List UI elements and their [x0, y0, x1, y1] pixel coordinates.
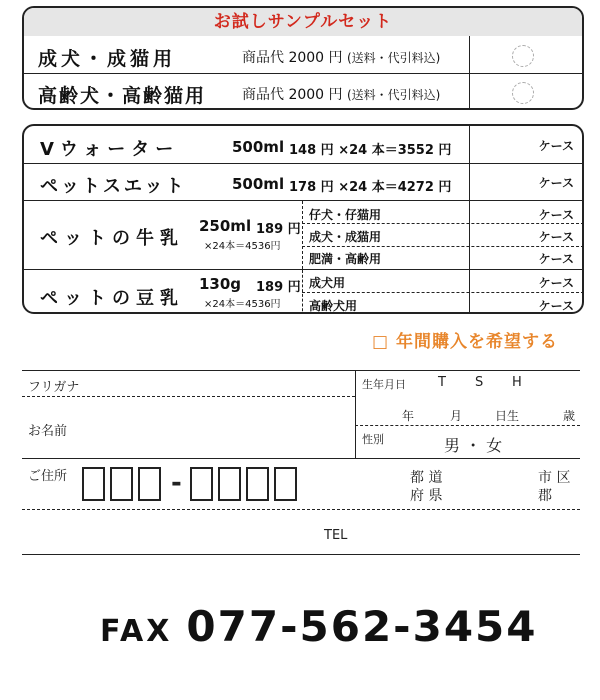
product-order-box	[22, 124, 584, 314]
form-column-divider	[355, 370, 356, 458]
sample-row-senior	[24, 75, 582, 110]
tel-label[interactable]: TEL	[324, 528, 348, 543]
furigana-rule	[22, 396, 355, 397]
fax-digits: 077-562-3454	[186, 602, 538, 651]
city-suffix-2: 郡	[538, 488, 552, 504]
zip-separator: -	[171, 468, 182, 498]
zip-box[interactable]	[110, 467, 133, 501]
variant-label: 仔犬・仔猫用	[309, 208, 382, 222]
day-unit: 日生	[495, 409, 520, 423]
product-total: ×24本＝4536円	[204, 241, 281, 252]
annual-checkbox[interactable]: □	[372, 332, 390, 352]
era-h[interactable]: H	[512, 375, 522, 390]
sample-row-adult	[24, 38, 582, 74]
product-unit-price: 189 円	[256, 222, 301, 237]
variant-row-divider	[302, 223, 584, 224]
annual-purchase-option[interactable]	[372, 327, 558, 352]
era-t[interactable]: T	[438, 375, 446, 390]
address-rule	[22, 509, 580, 510]
zip-box[interactable]	[190, 467, 213, 501]
variant-divider	[302, 201, 303, 269]
era-s[interactable]: S	[475, 375, 484, 390]
zip-box[interactable]	[138, 467, 161, 501]
sample-name: 成犬・成猫用	[38, 48, 177, 70]
prefecture-suffix-1: 都 道	[410, 470, 443, 486]
product-unit-price: 189 円	[256, 280, 301, 295]
sample-name: 高齢犬・高齢猫用	[38, 85, 207, 107]
variant-label: 肥満・高齢用	[309, 252, 382, 266]
product-name: ペットスエット	[40, 176, 187, 197]
case-unit: ケース	[538, 139, 574, 153]
product-price: 178 円 ×24 本＝4272 円	[289, 180, 452, 195]
birthdate-label: 生年月日	[362, 378, 406, 391]
product-total: ×24本＝4536円	[204, 299, 281, 310]
age-unit: 歳	[563, 409, 576, 423]
product-name: ペットの豆乳	[40, 288, 184, 309]
fax-number	[100, 602, 538, 651]
furigana-label: フリガナ	[28, 380, 80, 395]
form-top-rule	[22, 370, 580, 371]
name-row-rule	[22, 458, 580, 459]
product-name: ペットの牛乳	[40, 228, 184, 249]
product-volume: 500ml	[232, 175, 285, 193]
case-unit: ケース	[538, 208, 574, 222]
month-unit: 月	[450, 409, 463, 423]
fax-label: FAX	[100, 614, 173, 649]
sample-price: 商品代 2000 円 (送料・代引料込)	[242, 50, 441, 66]
case-unit: ケース	[538, 230, 574, 244]
product-name: Vウォーター	[40, 139, 180, 160]
birthdate-rule	[355, 425, 580, 426]
product-row-sweat	[24, 164, 582, 200]
case-unit: ケース	[538, 299, 574, 313]
prefecture-suffix-2: 府 県	[410, 488, 443, 504]
sample-set-title: お試しサンプルセット	[24, 8, 582, 36]
zip-box[interactable]	[82, 467, 105, 501]
product-price: 148 円 ×24 本＝3552 円	[289, 143, 452, 158]
gender-options[interactable]: 男 ・ 女	[444, 436, 503, 455]
case-unit: ケース	[538, 252, 574, 266]
case-unit: ケース	[538, 276, 574, 290]
product-volume: 500ml	[232, 138, 285, 156]
product-row-milk	[24, 201, 582, 269]
product-volume: 130g	[199, 275, 242, 293]
sample-price: 商品代 2000 円 (送料・代引料込)	[242, 87, 441, 103]
variant-row-divider	[302, 246, 584, 247]
form-bottom-rule	[22, 554, 580, 555]
variant-row-divider	[302, 292, 584, 293]
city-suffix-1: 市 区	[538, 470, 571, 486]
zip-box[interactable]	[218, 467, 241, 501]
address-label: ご住所	[28, 469, 68, 484]
sample-set-box	[22, 6, 584, 110]
variant-label: 高齢犬用	[309, 299, 358, 313]
sample-checkbox[interactable]	[512, 82, 534, 104]
case-unit: ケース	[538, 176, 574, 190]
gender-label: 性別	[362, 433, 384, 446]
product-volume: 250ml	[199, 217, 252, 235]
zip-box[interactable]	[274, 467, 297, 501]
sample-checkbox[interactable]	[512, 45, 534, 67]
annual-label: 年間購入を希望する	[395, 332, 558, 352]
variant-label: 成犬用	[309, 276, 346, 290]
product-row-water	[24, 126, 582, 163]
year-unit: 年	[402, 409, 415, 423]
variant-label: 成犬・成猫用	[309, 230, 382, 244]
zip-box[interactable]	[246, 467, 269, 501]
name-label[interactable]: お名前	[28, 424, 68, 439]
